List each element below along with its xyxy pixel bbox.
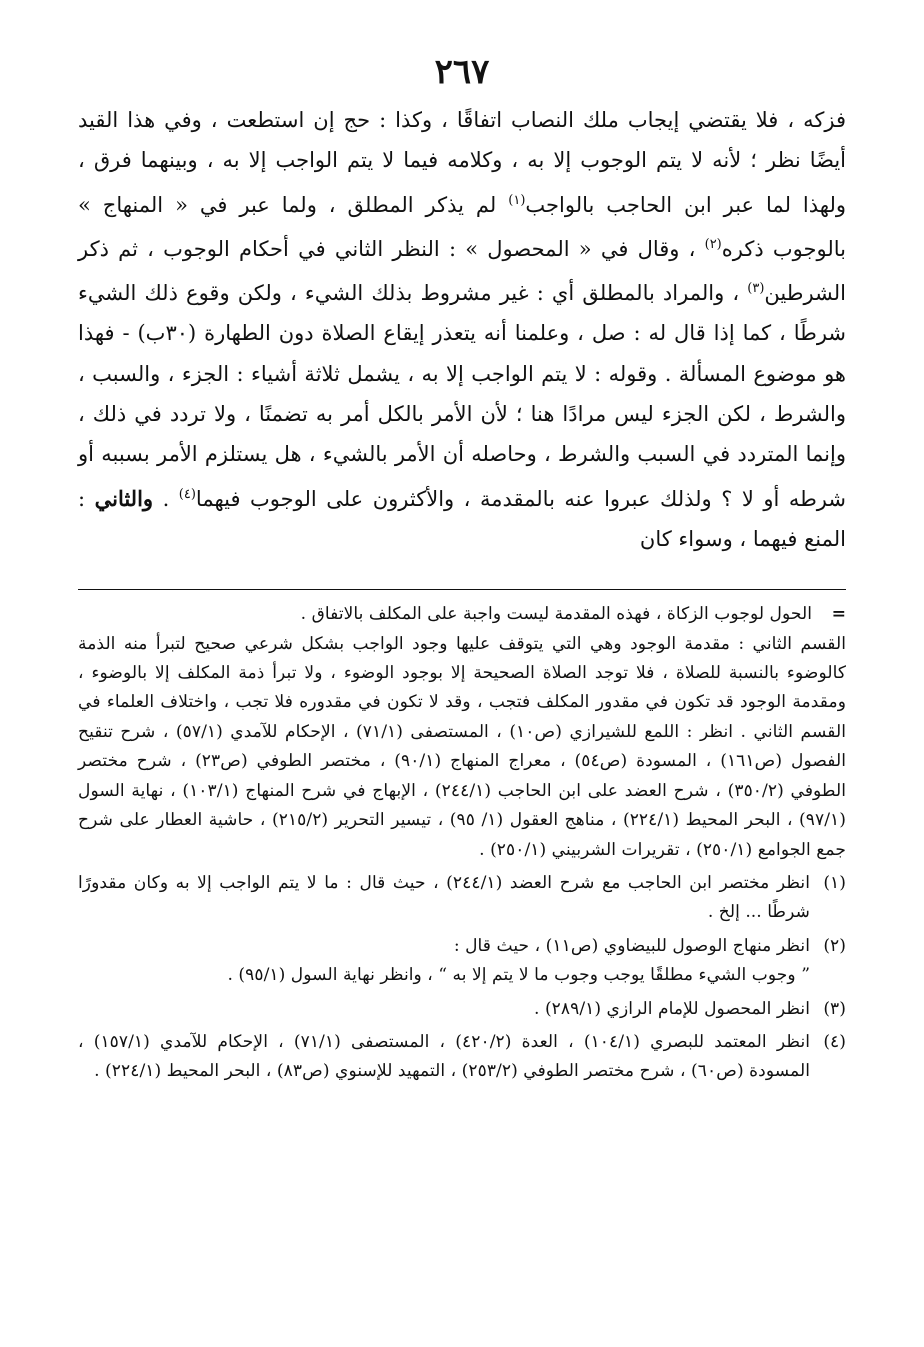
footnote-ref-3: (٣) [747,281,765,297]
main-text-part-4: ، والمراد بالمطلق أي : غير مشروط بذلك الشيء ، ولكن وقوع ذلك الشيء شرطًا ، كما إذا قال له : صل ، وعلمنا أنه يتعذر إيقاع الصلاة دون الطهارة (٣٠ب) - فهذا هو موضوع المسألة . وقوله : لا يتم الواجب إلا به ، يشمل ثلاثة أشياء : الجزء ، والسبب ، والشرط ، لكن الجزء ليس مرادًا هنا ؛ لأن الأمر بالكل أمر به تضمنًا ، ولا تردد في ذلك ، وإنما المتردد في السبب والشرط ، وحاصله أن الأمر بالشيء ، هل يستلزم الأمر بسببه أو شرطه أو لا ؟ ولذلك عبروا عنه بالمقدمة ، والأكثرون على الوجوب فيهما [78,281,846,511]
footnote-text: انظر مختصر ابن الحاجب مع شرح العضد (٢٤٤/١) ، حيث قال : ما لا يتم الواجب إلا به وكان مقدورًا شرطًا ... إلخ . [78,872,810,923]
footnote-ref-1: (١) [508,192,526,208]
footnote-continuation-text: القسم الثاني : مقدمة الوجود وهي التي يتوقف عليها وجود الواجب بشكل شرعي صحيح لتبرأ منه الذمة كالوضوء بالنسبة للصلاة ، فلا توجد الصلاة الصحيحة إلا بوجود الوضوء ، ولا تبرأ ذمة المكلف إلا بالوضوء ، ومقدمة الوجود قد تكون في مقدور المكلف فتجب ، وقد لا تكون في مقدوره فلا تجب ، واختلاف العلماء في القسم الثاني . انظر : اللمع للشيرازي (ص١٠) ، المستصفى (٧١/١) ، الإحكام للآمدي (٥٧/١) ، شرح تنقيح الفصول (ص١٦١) ، المسودة (ص٥٤) ، معراج المنهاج (٩٠/١) ، مختصر الطوفي (ص٢٣) ، شرح مختصر الطوفي (٣٥٠/٢) ، شرح العضد على ابن الحاجب (٢٤٤/١) ، الإبهاج في شرح المنهاج (١٠٣/١) ، نهاية السول (٩٧/١) ، البحر المحيط (٢٢٤/١) ، مناهج العقول (١/ ٩٥) ، تيسير التحرير (٢١٥/٢) ، حاشية العطار على شرح جمع الجوامع (٢٥٠/١) ، تقريرات الشربيني (٢٥٠/١) . [78,633,847,860]
footnote-number: (٣) [823,998,846,1019]
main-text-part-2: لم يذكر المطلق ، ولما عبر في « المنهاج » بالوجوب ذكره [78,192,846,261]
main-text-bold-word: والثاني [94,485,154,511]
main-text-part-5: . [153,486,179,511]
main-text-part-3: ، وقال في « المحصول » : النظر الثاني في أحكام الوجوب ، ثم ذكر الشرطين [78,236,846,306]
continuation-first-text: الحول لوجوب الزكاة ، فهذه المقدمة ليست واجبة على المكلف بالاتفاق . [300,604,812,625]
main-text-part-6: : المنع فيهما ، وسواء كان [78,486,846,551]
footnote-text: انظر المعتمد للبصري (١٠٤/١) ، العدة (٤٢٠/٢) ، المستصفى (٧١/١) ، الإحكام للآمدي (١٥٧/١) ، المسودة (ص٦٠) ، شرح مختصر الطوفي (٢٥٣/٢) ، التمهيد للإسنوي (ص٨٣) ، البحر المحيط (٢٢٤/١) . [78,1031,811,1082]
footnote-3 [78,995,846,1024]
footnote-number: (٢) [823,935,846,956]
continuation-mark: = [831,604,846,625]
footnote-text: انظر منهاج الوصول للبيضاوي (ص١١) ، حيث قال : [453,935,810,956]
footnote-number: (١) [823,872,846,893]
main-text [78,100,846,559]
footnote-ref-2: (٢) [704,236,722,252]
footnote-body [78,932,810,991]
footnote-ref-4: (٤) [178,486,196,502]
footnote-separator [78,589,846,590]
footnote-4 [78,1028,846,1087]
main-text-part-1: فزكه ، فلا يقتضي إيجاب ملك النصاب اتفاقًا ، وكذا : حج إن استطعت ، وفي هذا القيد أيضًا نظر ؛ لأنه لا يتم الوجوب إلا به ، وكلامه فيما لا يتم الواجب إلا به ، وبينهما فرق ، ولهذا لما عبر ابن الحاجب بالواجب [78,108,846,217]
footnote-1 [78,869,846,928]
footnote-text: انظر المحصول للإمام الرازي (٢٨٩/١) . [534,998,810,1019]
footnote-2 [78,932,846,991]
footnote-number: (٤) [823,1031,846,1052]
page-number: ٢٦٧ [434,52,490,92]
footnote-quote: ” وجوب الشيء مطلقًا يوجب وجوب ما لا يتم إلا به “ ، وانظر نهاية السول (٩٥/١) . [227,965,810,986]
footnote-continuation-first [78,600,846,629]
